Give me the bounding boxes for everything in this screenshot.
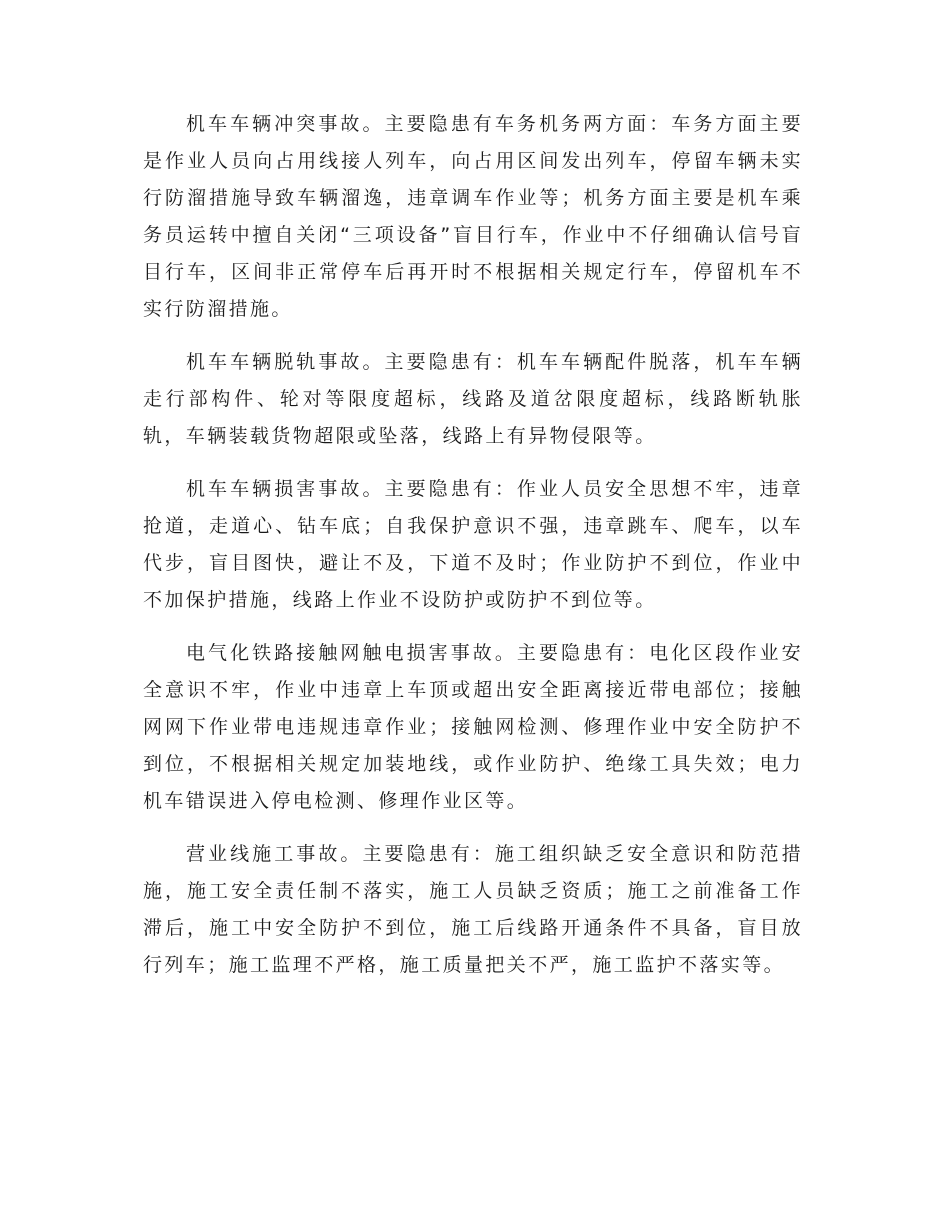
paragraph-construction-accident: 营业线施工事故。主要隐患有：施工组织缺乏安全意识和防范措施，施工安全责任制不落实，施工人员缺乏资质；施工之前准备工作滞后，施工中安全防护不到位，施工后线路开通条件不具备，盲目放行列车；施工监理不严格，施工质量把关不严，施工监护不落实等。 <box>143 843 803 976</box>
paragraph-collision-accident: 机车车辆冲突事故。主要隐患有车务机务两方面：车务方面主要是作业人员向占用线接人列车，向占用区间发出列车，停留车辆未实行防溜措施导致车辆溜逸，违章调车作业等；机务方面主要是机车乘务员运转中擅自关闭“三项设备”盲目行车，作业中不仔细确认信号盲目行车，区间非正常停车后再开时不根据相关规定行车，停留机车不实行防溜措施。 <box>143 113 803 320</box>
paragraph-derailment-accident: 机车车辆脱轨事故。主要隐患有：机车车辆配件脱落，机车车辆走行部构件、轮对等限度超标，线路及道岔限度超标，线路断轨胀轨，车辆装载货物超限或坠落，线路上有异物侵限等。 <box>143 351 803 447</box>
document-body <box>143 106 803 1000</box>
paragraph-injury-accident: 机车车辆损害事故。主要隐患有：作业人员安全思想不牢，违章抢道，走道心、钻车底；自我保护意识不强，违章跳车、爬车，以车代步，盲目图快，避让不及，下道不及时；作业防护不到位，作业中不加保护措施，线路上作业不设防护或防护不到位等。 <box>143 478 803 611</box>
paragraph-electrocution-accident: 电气化铁路接触网触电损害事故。主要隐患有：电化区段作业安全意识不牢，作业中违章上车顶或超出安全距离接近带电部位；接触网网下作业带电违规违章作业；接触网检测、修理作业中安全防护不到位，不根据相关规定加装地线，或作业防护、绝缘工具失效；电力机车错误进入停电检测、修理作业区等。 <box>143 642 803 812</box>
